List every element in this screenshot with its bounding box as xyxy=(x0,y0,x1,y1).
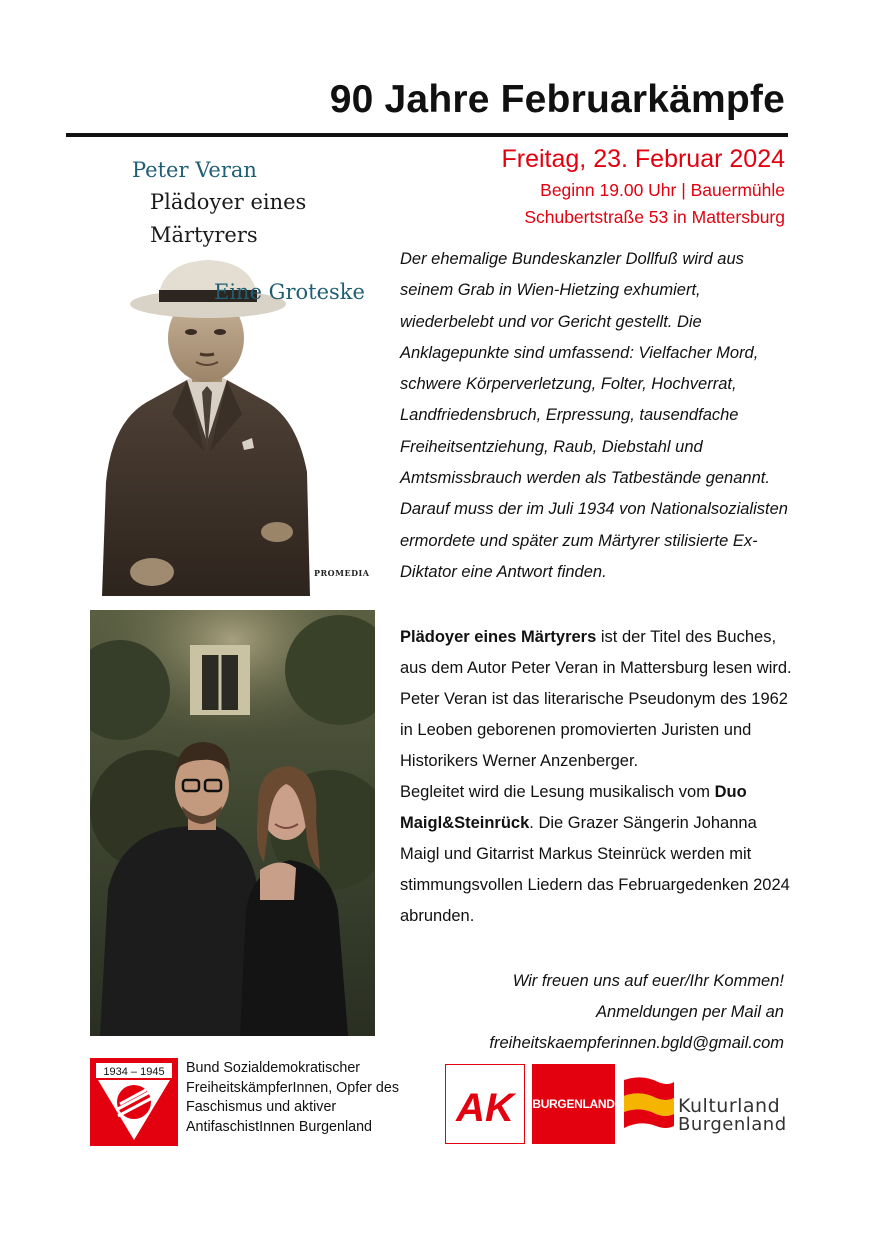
org-line2: FreiheitskämpferInnen, Opfer des xyxy=(186,1079,399,1096)
org-line3: Faschismus und aktiver xyxy=(186,1099,337,1116)
kulturland-line2: Burgenland xyxy=(678,1114,787,1135)
book-title-bold: Plädoyer eines Märtyrers xyxy=(400,628,597,646)
portrait-illustration xyxy=(92,152,374,596)
cover-author: Peter Veran xyxy=(132,158,257,182)
event-time: Beginn 19.00 Uhr | Bauermühle xyxy=(540,180,785,200)
organization-name xyxy=(186,1059,446,1137)
ak-logo xyxy=(445,1064,525,1144)
org-line4: AntifaschistInnen Burgenland xyxy=(186,1118,372,1135)
event-venue: Schubertstraße 53 in Mattersburg xyxy=(524,207,785,227)
duo-name-bold: Duo Maigl&Steinrück xyxy=(400,783,747,832)
freiheitskaempfer-logo xyxy=(90,1058,178,1146)
closing-block xyxy=(400,966,784,1059)
closing-line1: Wir freuen uns auf euer/Ihr Kommen! xyxy=(512,972,784,990)
flag-icon xyxy=(622,1074,682,1134)
org-line1: Bund Sozialdemokratischer xyxy=(186,1060,361,1076)
event-date: Freitag, 23. Februar 2024 xyxy=(501,145,785,173)
burgenland-logo: BURGENLAND xyxy=(532,1064,615,1144)
body-paragraph xyxy=(400,622,792,932)
cover-title-line2: Märtyrers xyxy=(150,223,258,247)
body-text-2-end: . Die Grazer Sängerin Johanna Maigl und Gitarrist Markus Steinrück werden mit stimmungsvollen Liedern das Februargedenken 2024 abrunden. xyxy=(400,814,790,925)
body-text-1: ist der Titel des Buches, aus dem Autor Peter Veran in Mattersburg lesen wird. Peter Veran ist das literarische Pseudonym des 1962 in Leoben geborenen promovierten Juristen und Historikers Werner Anzenberger. xyxy=(400,628,792,770)
ak-label: AK xyxy=(456,1086,514,1130)
body-text-2-start: Begleitet wird die Lesung musikalisch vom xyxy=(400,783,715,801)
cover-subtitle: Eine Groteske xyxy=(214,280,365,304)
bsa-years: 1934 – 1945 xyxy=(103,1066,165,1078)
page-title: 90 Jahre Februarkämpfe xyxy=(329,78,785,121)
title-divider xyxy=(66,133,788,137)
duo-photo xyxy=(90,610,375,1036)
publisher-logo: PROMEDIA xyxy=(314,568,370,578)
intro-paragraph: Der ehemalige Bundeskanzler Dollfuß wird aus seinem Grab in Wien-Hietzing exhumiert, wiederbelebt und vor Gericht gestellt. Die Anklagepunkte sind umfassend: Vielfacher Mord, schwere Körperverletzung, Folter, Hochverrat, Landfriedensbruch, Erpressung, tausendfache Freiheitsentziehung, Raub, Diebstahl und Amtsmissbrauch werden als Tatbestände genannt. Darauf muss der im Juli 1934 von Nationalsozialisten ermordete und später zum Märtyrer stilisierte Ex-Diktator eine Antwort finden. xyxy=(400,250,788,581)
registration-email[interactable]: freiheitskaempferinnen.bgld@gmail.com xyxy=(489,1034,784,1052)
kulturland-line1: Kulturland xyxy=(678,1095,781,1117)
book-cover xyxy=(92,152,374,596)
duo-photo-illustration xyxy=(90,610,375,1036)
closing-line2: Anmeldungen per Mail an xyxy=(595,1003,784,1021)
cover-title-line1: Plädoyer eines xyxy=(150,190,307,214)
